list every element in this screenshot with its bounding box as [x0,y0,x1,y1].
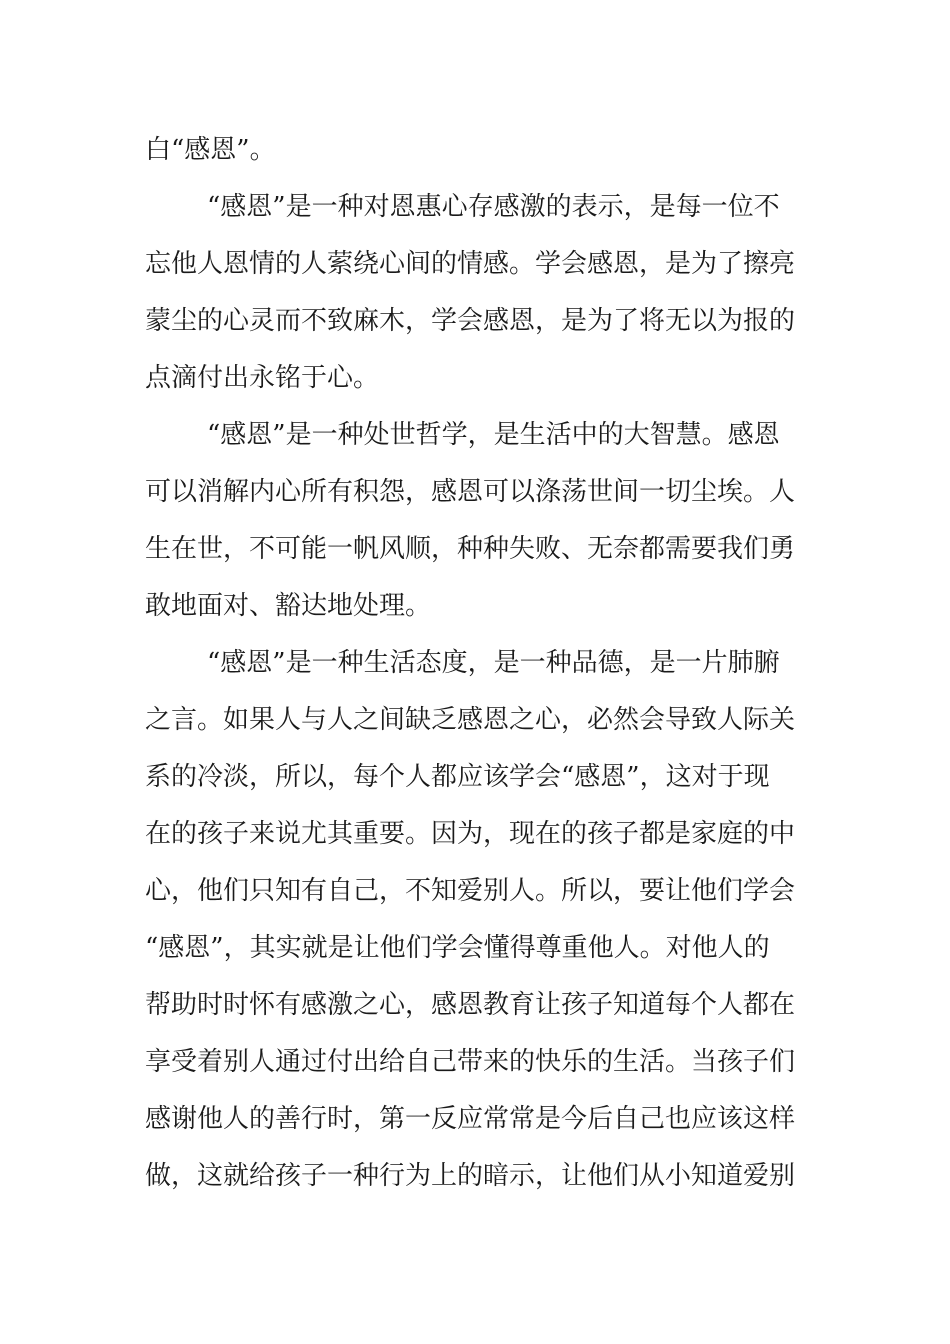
text-line: “感恩”是一种对恩惠心存感激的表示，是每一位不 [207,192,780,222]
text-line: 帮助时时怀有感激之心，感恩教育让孩子知道每个人都在 [145,990,796,1020]
text-line: 白“感恩”。 [145,135,276,165]
text-line: “感恩”，其实就是让他们学会懂得尊重他人。对他人的 [145,933,770,963]
body-text [145,122,805,1205]
text-line: 感谢他人的善行时，第一反应常常是今后自己也应该这样 [145,1104,796,1134]
paragraph [145,179,805,407]
text-line: “感恩”是一种处世哲学，是生活中的大智慧。感恩 [207,420,780,450]
text-line: 做，这就给孩子一种行为上的暗示，让他们从小知道爱别 [145,1161,796,1191]
text-line: 忘他人恩情的人萦绕心间的情感。学会感恩，是为了擦亮 [145,249,796,279]
text-line: 心，他们只知有自己，不知爱别人。所以，要让他们学会 [145,876,796,906]
text-line: 蒙尘的心灵而不致麻木，学会感恩，是为了将无以为报的 [145,306,796,336]
text-line: 享受着别人通过付出给自己带来的快乐的生活。当孩子们 [145,1047,796,1077]
text-line: 点滴付出永铭于心。 [145,363,380,393]
text-line: 在的孩子来说尤其重要。因为，现在的孩子都是家庭的中 [145,819,796,849]
text-line: 之言。如果人与人之间缺乏感恩之心，必然会导致人际关 [145,705,796,735]
text-line: “感恩”是一种生活态度，是一种品德，是一片肺腑 [207,648,780,678]
text-line: 可以消解内心所有积怨，感恩可以涤荡世间一切尘埃。人 [145,477,796,507]
paragraph [145,122,805,179]
paragraph [145,407,805,635]
text-line: 生在世，不可能一帆风顺，种种失败、无奈都需要我们勇 [145,534,796,564]
text-line: 系的冷淡，所以，每个人都应该学会“感恩”，这对于现 [145,762,770,792]
paragraph [145,635,805,1205]
text-line: 敢地面对、豁达地处理。 [145,591,432,621]
